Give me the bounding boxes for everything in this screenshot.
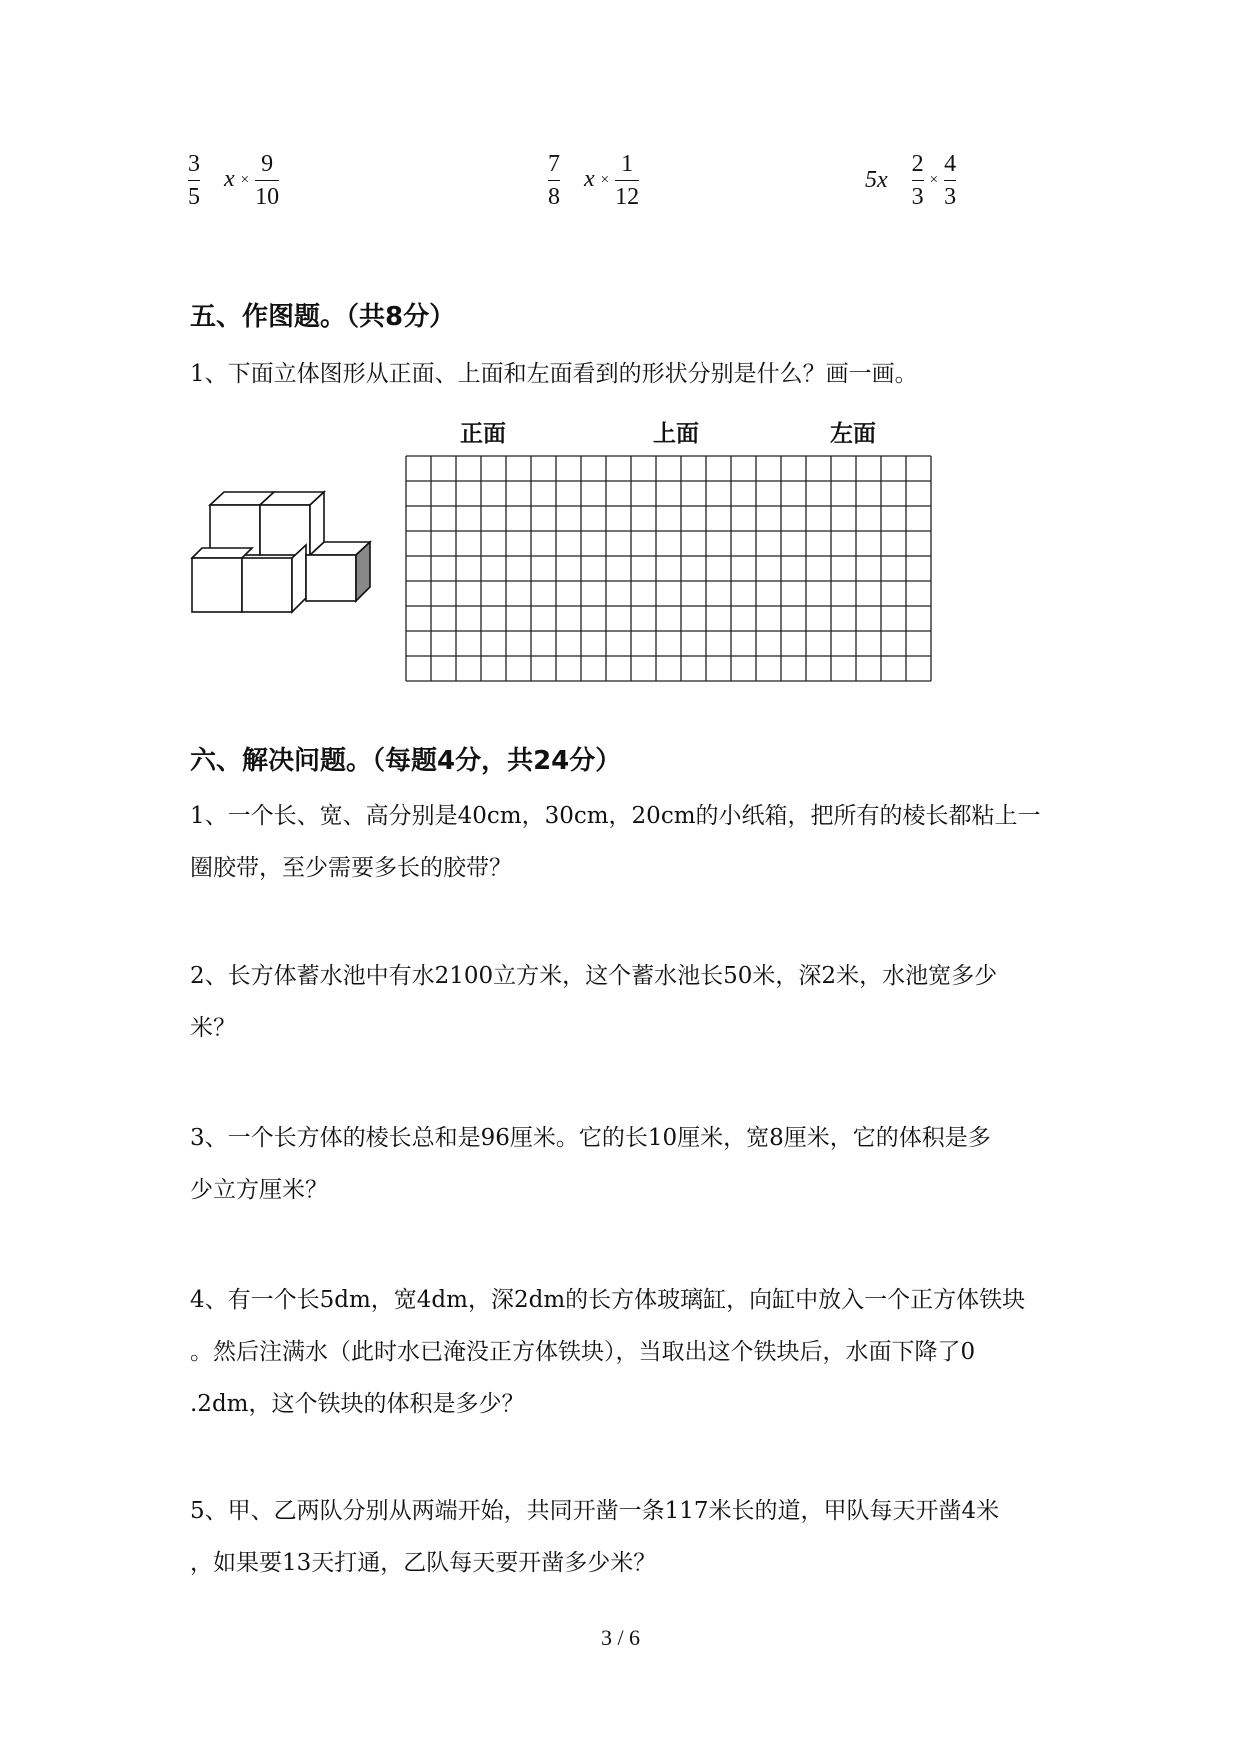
fraction: $\frac{2}{3}$ bbox=[911, 151, 924, 210]
equation-3 bbox=[865, 150, 956, 220]
cube-side-face bbox=[292, 545, 306, 612]
fraction: $\frac{3}{5}$ bbox=[188, 151, 200, 210]
cube-front-face bbox=[306, 555, 356, 601]
label-front-view: 正面 bbox=[460, 421, 506, 447]
equation-1 bbox=[188, 150, 279, 220]
operator-symbol: × bbox=[929, 172, 939, 188]
question-4: 4、有一个长5dm，宽4dm，深2dm的长方体玻璃缸，向缸中放入一个正方体铁块 。然后注满水（此时水已淹没正方体铁块），当取出这个铁块后，水面下降了0 .2dm，这个铁块的体积是多少？ bbox=[190, 1287, 1026, 1417]
operator-symbol: × bbox=[240, 172, 250, 188]
question-1: 1、一个长、宽、高分别是40cm，30cm，20cm的小纸箱，把所有的棱长都粘上一 圈胶带，至少需要多长的胶带？ bbox=[190, 803, 1041, 881]
section-6-heading: 六、解决问题。（每题4分，共24分） bbox=[190, 746, 622, 776]
section-5-question-1: 1、下面立体图形从正面、上面和左面看到的形状分别是什么？画一画。 bbox=[190, 361, 918, 387]
page-number: 3 / 6 bbox=[600, 1625, 641, 1650]
drawing-grid[interactable] bbox=[405, 455, 935, 687]
section-5-heading: 五、作图题。（共8分） bbox=[190, 302, 456, 332]
fraction: $\frac{4}{3}$ bbox=[944, 151, 957, 210]
fraction: $\frac{9}{10}$ bbox=[255, 151, 280, 210]
question-5: 5、甲、乙两队分别从两端开始，共同开凿一条117米长的道，甲队每天开凿4米 ，如果要13天打通，乙队每天要开凿多少米？ bbox=[190, 1498, 1000, 1576]
variable: x bbox=[584, 166, 595, 193]
question-3: 3、一个长方体的棱长总和是96厘米。它的长10厘米，宽8厘米，它的体积是多 少立方厘米？ bbox=[190, 1125, 991, 1203]
coefficient: 5x bbox=[865, 167, 888, 193]
label-left-view: 左面 bbox=[830, 421, 876, 447]
variable: x bbox=[224, 166, 235, 193]
equation-2 bbox=[548, 150, 639, 220]
cube-front-face bbox=[192, 558, 242, 612]
cube-figure bbox=[190, 490, 380, 620]
question-2: 2、长方体蓄水池中有水2100立方米，这个蓄水池长50米，深2米，水池宽多少 米？ bbox=[190, 963, 998, 1041]
fraction: $\frac{7}{8}$ bbox=[548, 151, 560, 210]
cube-top-face bbox=[192, 548, 252, 558]
operator-symbol: × bbox=[600, 172, 610, 188]
fraction: $\frac{1}{12}$ bbox=[615, 151, 640, 210]
cube-front-face bbox=[242, 558, 292, 612]
label-top-view: 上面 bbox=[653, 421, 699, 447]
